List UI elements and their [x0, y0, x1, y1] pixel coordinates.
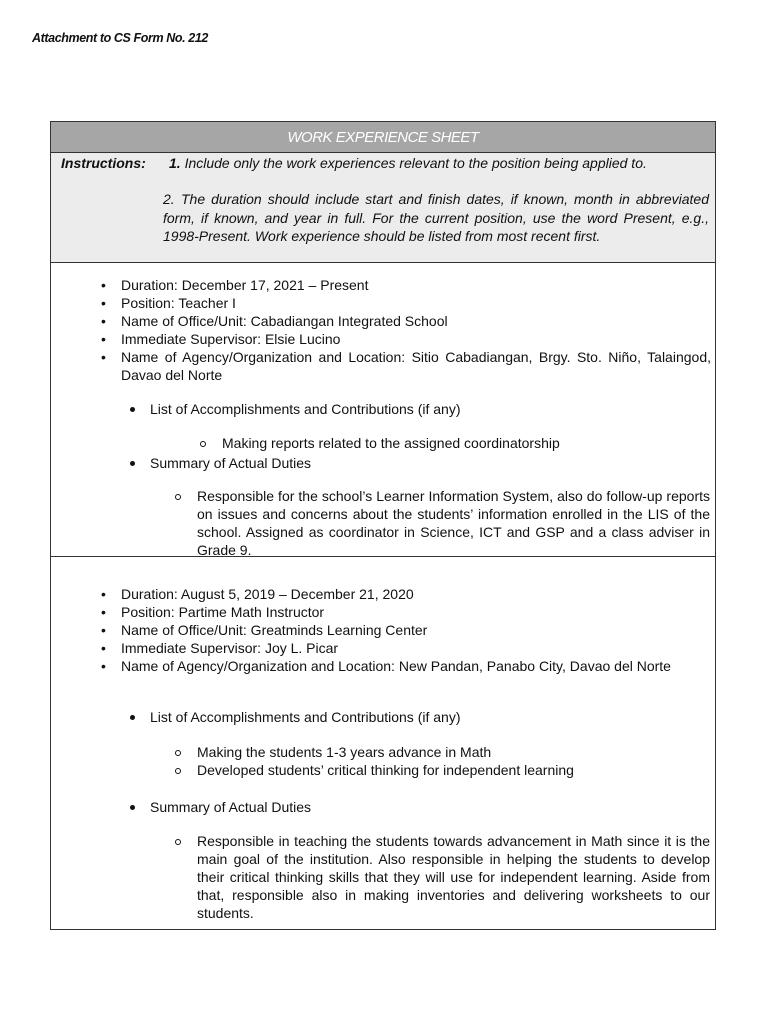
sheet-title: WORK EXPERIENCE SHEET: [51, 122, 715, 153]
work-experience-sheet: [50, 121, 716, 930]
instruction-1-number: 1.: [169, 155, 181, 171]
entry-2-duties-list: [175, 832, 710, 922]
entry-1-duties-list: [175, 487, 710, 559]
entry-2-accomplishments-list: [175, 743, 710, 779]
instruction-1: [169, 155, 647, 171]
heading-text: List of Accomplishments and Contributions (if any): [150, 709, 461, 725]
instructions-label: Instructions:: [61, 155, 146, 171]
heading-text: Summary of Actual Duties: [150, 455, 312, 471]
entry-1-office: • Name of Office/Unit: Cabadiangan Integrated School: [101, 312, 711, 330]
entry-2-office: • Name of Office/Unit: Greatminds Learning Center: [101, 621, 711, 639]
list-item: Making reports related to the assigned coordinatorship: [200, 434, 718, 452]
entry-1-duration: • Duration: December 17, 2021 – Present: [101, 276, 711, 294]
entry-1-position: • Position: Teacher I: [101, 294, 711, 312]
form-attachment-note: Attachment to CS Form No. 212: [32, 31, 208, 45]
instruction-2-number: 2.: [163, 191, 175, 207]
work-entry-1: [51, 263, 715, 557]
entry-1-agency: • Name of Agency/Organization and Location: Sitio Cabadiangan, Brgy. Sto. Niño, Talaingod, Davao del Norte: [101, 348, 711, 384]
heading-text: Summary of Actual Duties: [150, 799, 312, 815]
entry-2-position: • Position: Partime Math Instructor: [101, 603, 711, 621]
bullet-icon: [130, 715, 135, 720]
entry-1-accomplishments-list: [200, 434, 718, 452]
list-item: Making the students 1-3 years advance in Math: [175, 743, 710, 761]
instruction-2-text: The duration should include start and finish dates, if known, month in abbreviated form, if known, and year in full. For the current position, use the word Present, e.g., 1998-Present. Work experience should be listed from most recent first.: [163, 191, 709, 244]
heading-text: List of Accomplishments and Contributions (if any): [150, 401, 461, 417]
entry-1-supervisor: • Immediate Supervisor: Elsie Lucino: [101, 330, 711, 348]
list-item: Responsible in teaching the students towards advancement in Math since it is the main goal of the institution. Also responsible in helping the students to develop their critical thinking skills that they will use for independent learning. Aside from that, responsible also in making inventories and delivering worksheets to our students.: [175, 832, 710, 922]
entry-2-duration: • Duration: August 5, 2019 – December 21, 2020: [101, 585, 711, 603]
instructions-section: [51, 153, 715, 263]
entry-2-supervisor: • Immediate Supervisor: Joy L. Picar: [101, 639, 711, 657]
bullet-icon: [130, 407, 135, 412]
list-item: Responsible for the school’s Learner Information System, also do follow-up reports on issues and concerns about the students’ information enrolled in the LIS of the school. Assigned as coordinator in Science, ICT and GSP and a class adviser in Grade 9.: [175, 487, 710, 559]
entry-2-agency: • Name of Agency/Organization and Location: New Pandan, Panabo City, Davao del Norte: [101, 657, 711, 675]
instruction-2: [163, 190, 709, 246]
bullet-icon: [130, 805, 135, 810]
entry-2-details: [101, 585, 711, 675]
bullet-icon: [130, 461, 135, 466]
instruction-1-text: Include only the work experiences relevant to the position being applied to.: [184, 155, 647, 171]
list-item: Developed students’ critical thinking for independent learning: [175, 761, 710, 779]
work-entry-2: [51, 557, 715, 929]
entry-1-details: [101, 276, 711, 384]
